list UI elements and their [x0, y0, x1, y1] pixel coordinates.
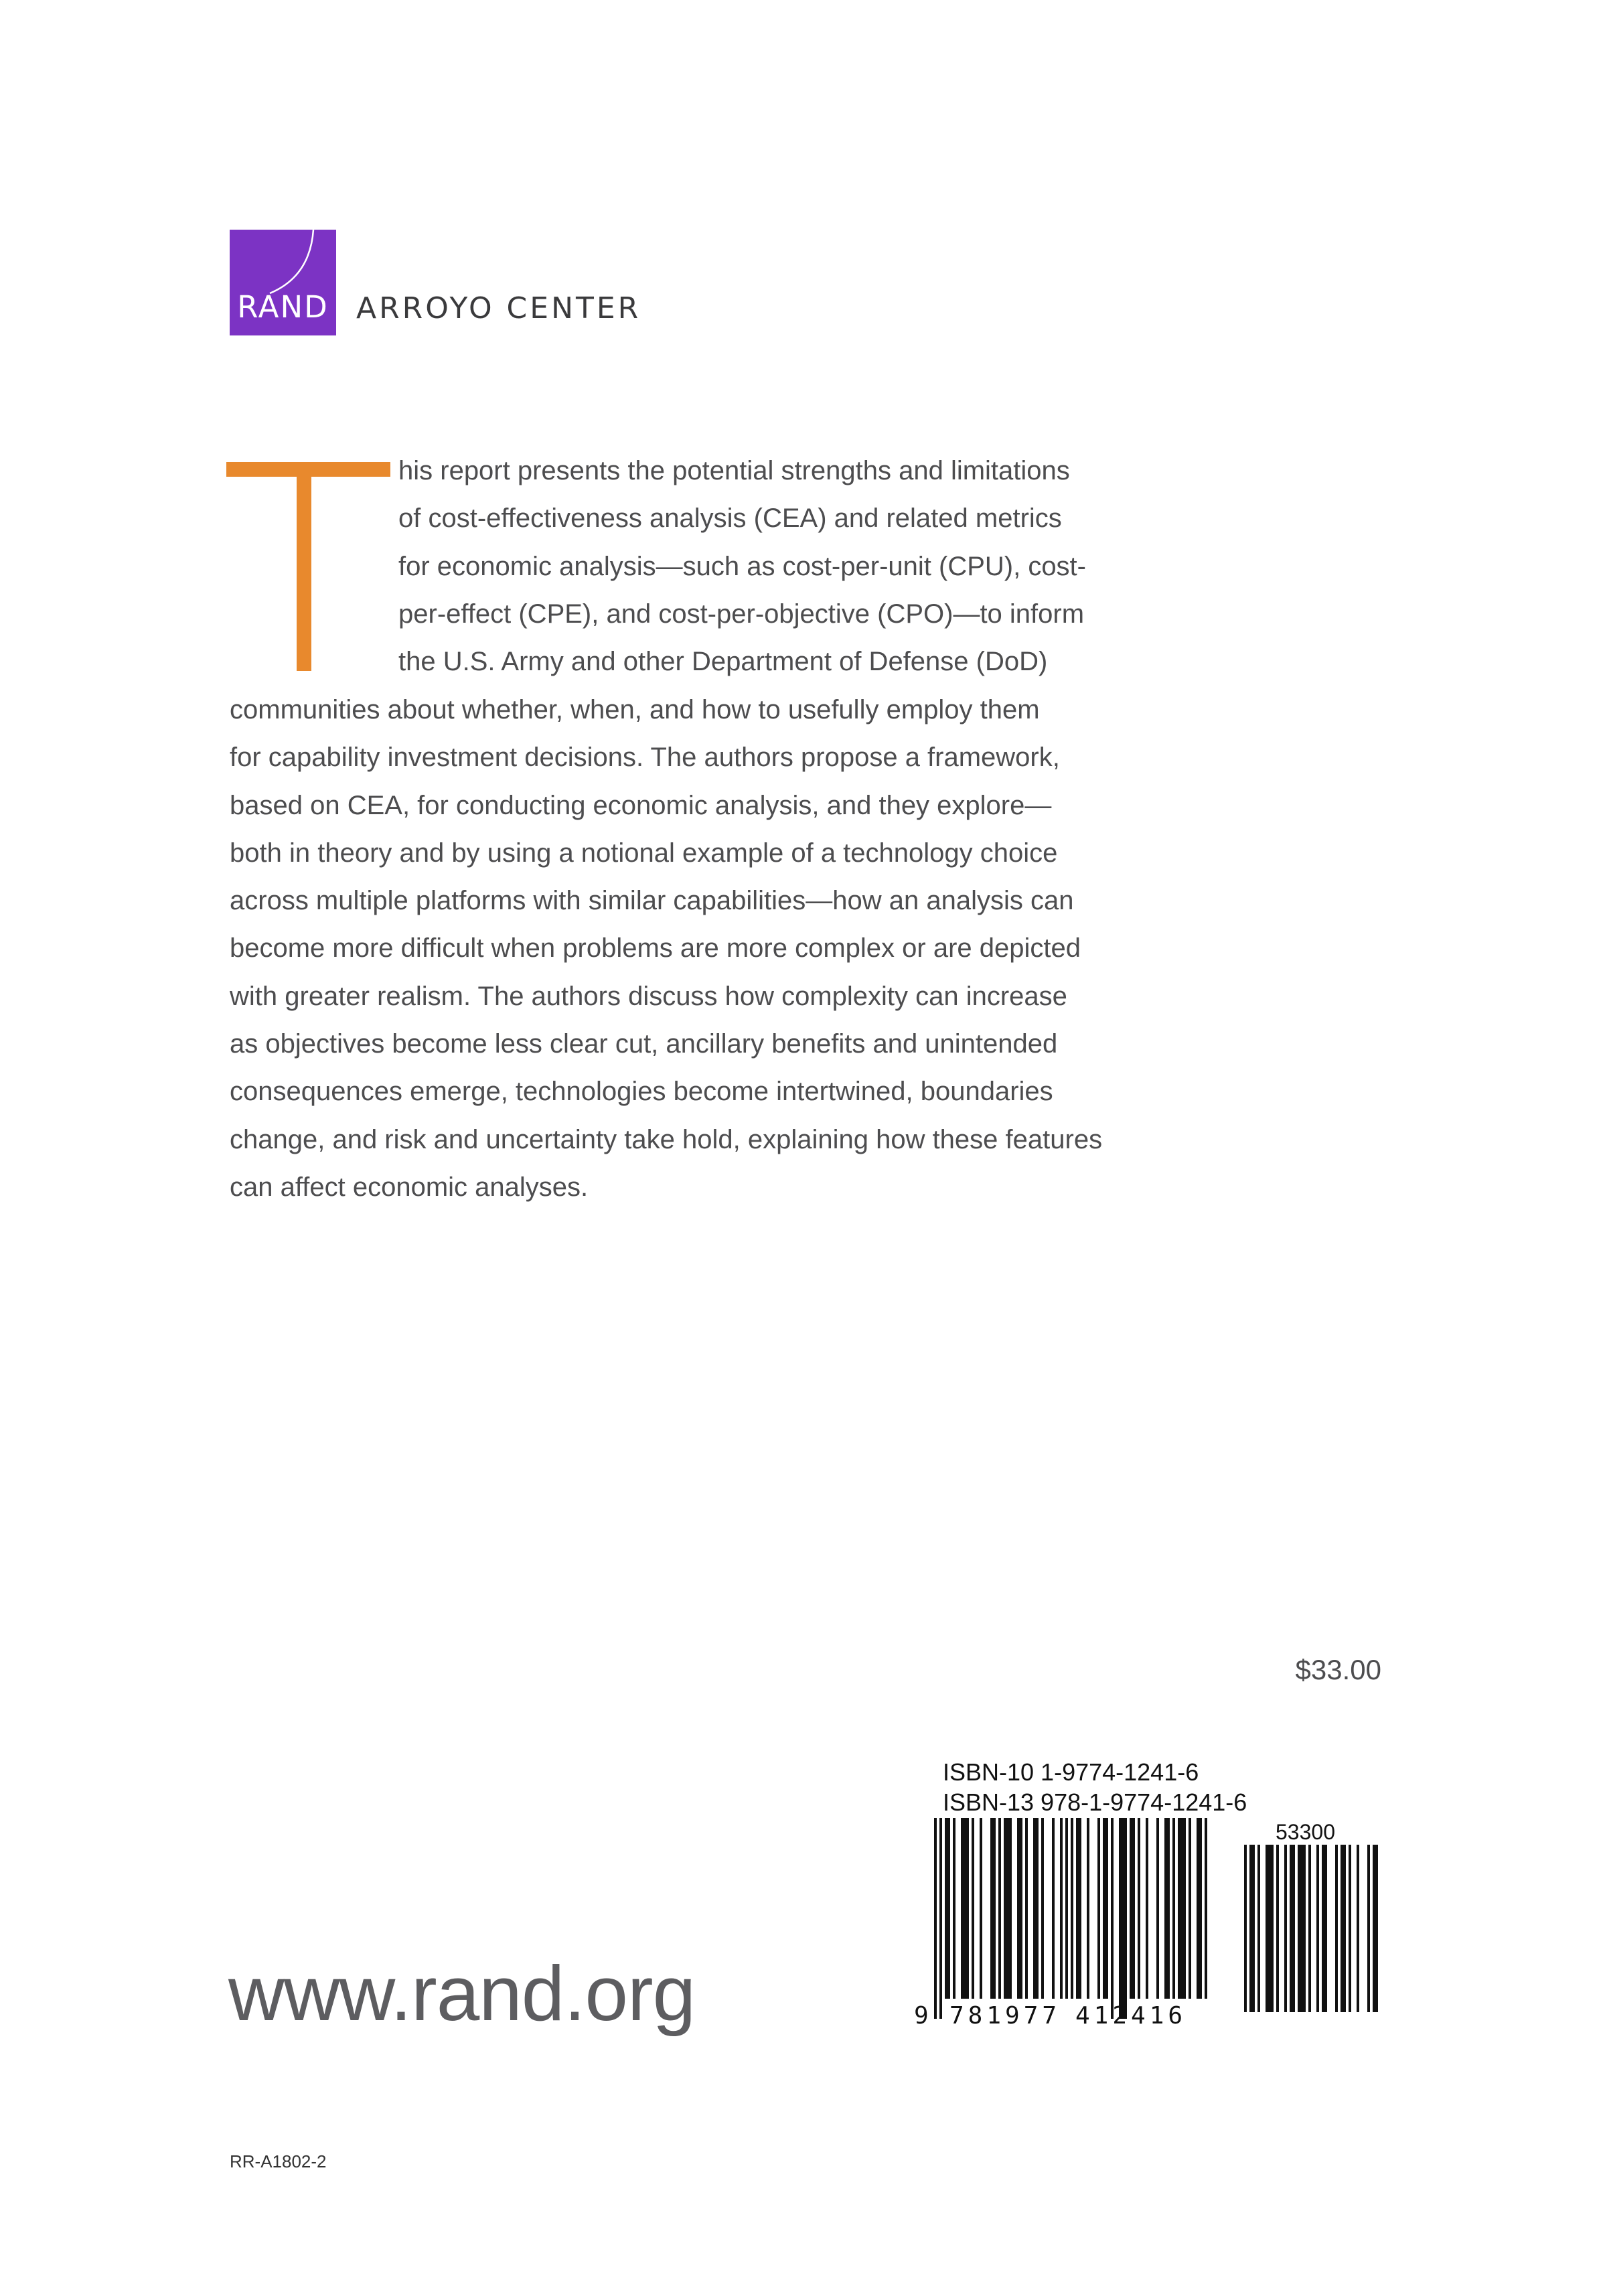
barcode-digit-group2: 412416: [1075, 2002, 1187, 2030]
price: $33.00: [1295, 1654, 1381, 1685]
abstract-line: change, and risk and uncertainty take hold, explaining how these features: [230, 1124, 1103, 1154]
arroyo-center-label: ARROYO CENTER: [356, 291, 641, 325]
website-link[interactable]: www.rand.org: [228, 1950, 696, 2037]
barcode-addon-number: 53300: [1276, 1820, 1335, 1844]
abstract-indented: [398, 447, 1175, 686]
abstract-line: can affect economic analyses.: [230, 1172, 589, 1202]
report-code: RR-A1802-2: [230, 2151, 327, 2171]
barcode-main-icon: [934, 1818, 1209, 2019]
barcode-addon-icon: [1244, 1845, 1378, 2012]
abstract-line: of cost-effectiveness analysis (CEA) and related metrics: [398, 504, 1062, 534]
isbn-10: ISBN-10 1-9774-1241-6: [943, 1758, 1199, 1786]
abstract-line: per-effect (CPE), and cost-per-objective (CPO)—to inform: [398, 599, 1085, 629]
abstract-line: communities about whether, when, and how to usefully employ them: [230, 695, 1040, 724]
abstract-line: for capability investment decisions. The authors propose a framework,: [230, 743, 1060, 773]
abstract-line: become more difficult when problems are more complex or are depicted: [230, 933, 1081, 964]
dropcap-t: [226, 462, 390, 671]
barcode-digit-group1: 781977: [949, 2002, 1061, 2030]
isbn-block: [943, 1757, 1247, 1817]
abstract-line: as objectives become less clear cut, ancillary benefits and unintended: [230, 1029, 1058, 1059]
logo-word: RAND: [237, 289, 329, 325]
abstract-line: with greater realism. The authors discuss how complexity can increase: [230, 981, 1067, 1011]
abstract-line: the U.S. Army and other Department of Defense (DoD): [398, 647, 1048, 677]
barcode-digit-first: 9: [914, 2002, 933, 2030]
abstract-line: his report presents the potential strengths and limitations: [398, 456, 1070, 485]
rand-logo: [230, 230, 336, 335]
abstract-line: for economic analysis—such as cost-per-unit (CPU), cost-: [398, 551, 1086, 581]
abstract-body: [230, 686, 1187, 1211]
isbn-13: ISBN-13 978-1-9774-1241-6: [943, 1788, 1247, 1816]
abstract-line: based on CEA, for conducting economic analysis, and they explore—: [230, 790, 1052, 820]
abstract-line: across multiple platforms with similar capabilities—how an analysis can: [230, 886, 1074, 916]
abstract-line: consequences emerge, technologies become intertwined, boundaries: [230, 1077, 1053, 1107]
abstract-line: both in theory and by using a notional example of a technology choice: [230, 838, 1058, 868]
